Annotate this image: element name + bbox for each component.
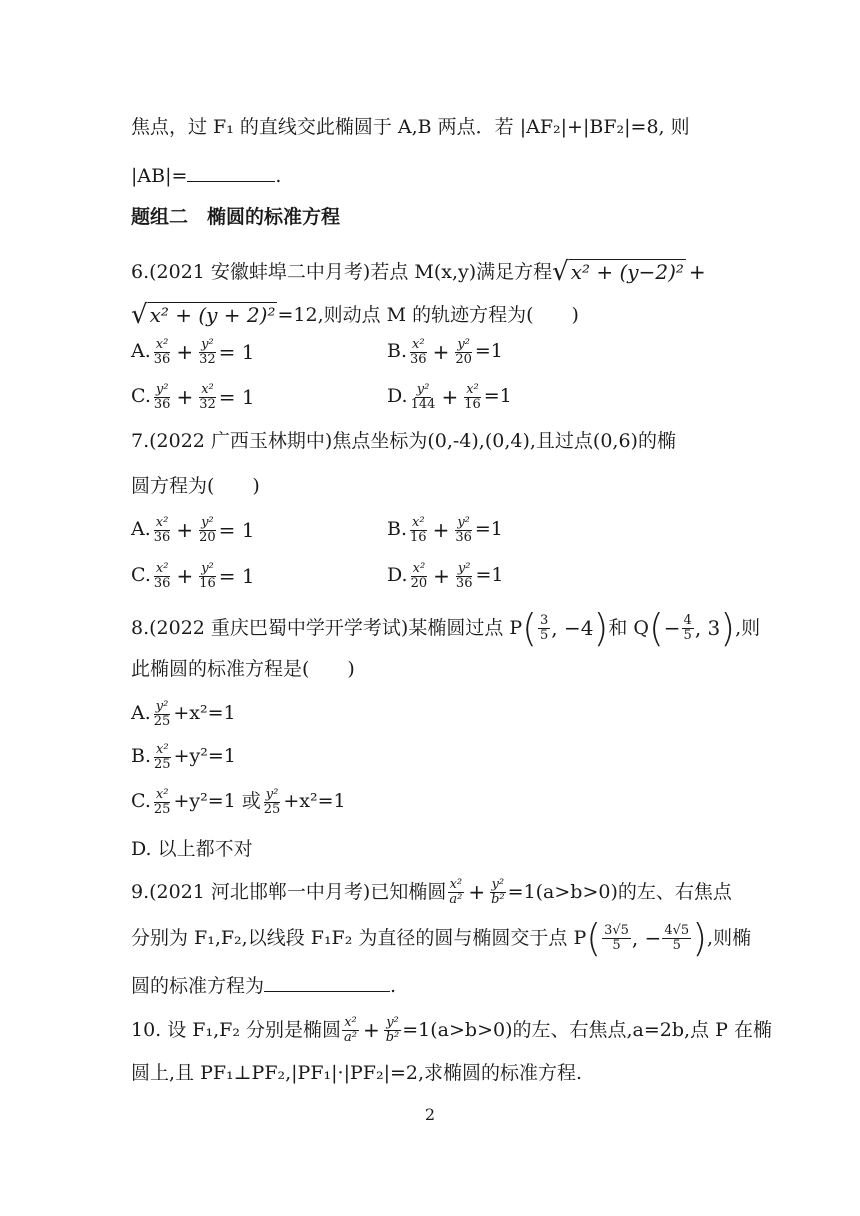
q6-option-c[interactable]: C. $\frac{\text{y²}}{36}$ + $\frac{\text{x²}}{32}$ = 1 — [131, 382, 255, 412]
fraction — [152, 338, 173, 366]
option-label: A. — [131, 702, 151, 725]
rhs: = 1 — [218, 340, 255, 365]
denominator: 36 — [455, 575, 473, 591]
option-label: D. — [387, 385, 408, 408]
q10-stem: 10. 设 F₁,F₂ 分别是椭圆 — [131, 1018, 341, 1041]
numerator: y² — [201, 515, 214, 530]
numerator: x² — [201, 382, 214, 397]
page-number: 2 — [424, 1105, 436, 1124]
numerator: x² — [449, 876, 463, 892]
denominator: 36 — [153, 529, 171, 545]
fraction — [602, 924, 631, 952]
section-heading: 题组二 椭圆的标准方程 — [131, 206, 341, 228]
option-label: A. — [131, 518, 151, 541]
q5-ab-label: |AB|= — [131, 165, 188, 187]
q8-stem-tail: ,则 — [735, 616, 761, 639]
q6-option-a[interactable]: A. $\frac{\text{x²}}{36}$ + $\frac{\text{y²}}{32}$ = 1 — [131, 337, 255, 367]
q7-option-d[interactable]: D. $\frac{\text{x²}}{20}$ + $\frac{\text{y²}}{36}$ =1 — [387, 561, 504, 591]
q7-option-b[interactable]: B. $\frac{\text{x²}}{16}$ + $\frac{\text{y²}}{36}$ =1 — [387, 515, 503, 545]
numerator: y² — [155, 699, 169, 714]
denominator: 5 — [540, 627, 549, 643]
q9-stem-line3 — [131, 973, 396, 996]
denominator: a² — [449, 891, 463, 907]
option-rest: +y²=1 — [173, 745, 236, 768]
option-rest: +x²=1 — [173, 702, 236, 725]
fraction — [197, 338, 218, 366]
numerator: 3 — [540, 612, 549, 628]
denominator: 32 — [199, 396, 216, 412]
rhs: =1 — [474, 340, 503, 363]
fraction — [454, 562, 475, 590]
denominator: 16 — [199, 575, 216, 591]
numerator: y² — [155, 382, 169, 397]
q10-stem-line1: 10. 设 F₁,F₂ 分别是椭圆 $\frac{\text{x²}}{\text{a²}}$ + $\frac{\text{y²}}{\text{b²}}$ =1(a>b>0)的左、右焦点,a=2b,点 P 在椭 — [131, 1014, 772, 1045]
numerator: x² — [344, 1014, 357, 1030]
fraction — [197, 562, 218, 590]
q9-line2-text: 分别为 F₁,F₂,以线段 F₁F₂ 为直径的圆与椭圆交于点 P — [131, 926, 587, 949]
fraction — [152, 516, 173, 544]
numerator: y² — [457, 515, 470, 530]
fraction — [462, 383, 483, 411]
sqrt-expression-1: √ x² + (y−2)² — [552, 257, 684, 287]
q9-stem: 9.(2021 河北邯郸一中月考)已知椭圆 — [131, 880, 447, 903]
q9-line2-tail: ,则椭 — [707, 926, 752, 949]
numerator: y² — [457, 561, 471, 576]
numerator: y² — [491, 876, 505, 892]
q8-stem-line2: 此椭圆的标准方程是( ) — [131, 658, 355, 680]
q8-stem: 8.(2022 重庆巴蜀中学开学考试)某椭圆过点 P — [131, 616, 523, 639]
numerator: 4√5 — [664, 922, 690, 938]
numerator: x² — [155, 337, 169, 352]
fraction — [453, 338, 474, 366]
numerator: y² — [386, 1014, 399, 1030]
option-label: B. — [387, 340, 408, 363]
fraction — [197, 383, 218, 411]
fraction — [662, 924, 691, 952]
q8-and: 和 Q — [608, 616, 649, 639]
q9-period: . — [390, 975, 397, 997]
fraction — [453, 516, 474, 544]
fraction — [152, 562, 173, 590]
plus-sign: + — [688, 260, 706, 284]
q7-stem-line2: 圆方程为( ) — [131, 475, 260, 497]
fraction — [408, 516, 429, 544]
radicand-1: x² + (y−2)² — [570, 260, 684, 284]
denominator: 20 — [199, 529, 216, 545]
rhs: = 1 — [218, 518, 255, 543]
numerator: x² — [412, 337, 425, 352]
fraction — [682, 614, 694, 642]
q8-option-d[interactable]: D. 以上都不对 — [131, 838, 253, 860]
rhs: =1 — [475, 564, 504, 587]
denominator: 36 — [153, 396, 171, 412]
q6-stem: 6.(2021 安徽蚌埠二中月考)若点 M(x,y)满足方程 — [131, 260, 553, 283]
q10-stem-tail: =1(a>b>0)的左、右焦点,a=2b,点 P 在椭 — [402, 1018, 772, 1041]
rhs: =1 — [483, 385, 512, 408]
q8-option-a[interactable] — [131, 700, 236, 728]
numerator: x² — [466, 382, 479, 397]
denominator: 16 — [410, 529, 427, 545]
fraction — [489, 878, 507, 906]
separator: , − — [631, 926, 662, 950]
option-label: D. — [387, 564, 408, 587]
fraction — [409, 383, 438, 411]
radicand-2: x² + (y + 2)² — [149, 303, 276, 327]
numerator: 3√5 — [604, 922, 629, 938]
q7-option-a[interactable]: A. $\frac{\text{x²}}{36}$ + $\frac{\text{y²}}{20}$ = 1 — [131, 515, 255, 545]
q9-line3-text: 圆的标准方程为 — [131, 975, 265, 997]
option-mid: +y²=1 或 — [173, 790, 261, 812]
numerator: x² — [412, 561, 426, 576]
q7-option-c[interactable]: C. $\frac{\text{x²}}{36}$ + $\frac{\text{y²}}{16}$ = 1 — [131, 561, 255, 591]
fraction — [408, 338, 429, 366]
option-label: B. — [131, 745, 152, 768]
fraction — [538, 614, 550, 642]
point-p-coord: , −4 — [551, 616, 594, 640]
denominator: b² — [385, 1029, 400, 1045]
option-label: C. — [131, 564, 151, 587]
denominator: 25 — [153, 801, 171, 817]
numerator: y² — [416, 382, 430, 397]
rhs: = 1 — [218, 385, 255, 410]
q5-text-line1: 焦点，过 F₁ 的直线交此椭圆于 A,B 两点．若 |AF₂|+|BF₂|=8, 则 — [131, 116, 690, 138]
fraction — [384, 1016, 402, 1044]
q8-option-b[interactable] — [131, 743, 236, 771]
q9-stem-line1: 9.(2021 河北邯郸一中月考)已知椭圆 $\frac{\text{x²}}{\text{a²}}$ + $\frac{\text{y²}}{\text{b²}}$ =1(a>b>0)的左、右焦点 — [131, 876, 732, 907]
fraction — [152, 383, 173, 411]
numerator: x² — [155, 786, 169, 802]
denominator: 36 — [455, 529, 472, 545]
q5-text-line2 — [131, 163, 281, 186]
option-label: C. — [131, 790, 151, 812]
denominator: 25 — [154, 756, 171, 772]
fraction — [197, 516, 218, 544]
q6-stem-line1 — [131, 252, 709, 292]
q6-stem-tail: =12,则动点 M 的轨迹方程为( ) — [277, 303, 579, 326]
sqrt-expression-2: √ x² + (y + 2)² — [131, 300, 276, 330]
option-label: A. — [131, 340, 151, 363]
denominator: 5 — [672, 937, 681, 953]
denominator: 25 — [153, 713, 171, 729]
q8-option-c[interactable] — [131, 786, 346, 816]
fraction — [262, 788, 283, 816]
denominator: 5 — [683, 627, 692, 643]
numerator: 4 — [683, 612, 692, 628]
fraction — [152, 743, 173, 771]
denominator: a² — [343, 1029, 357, 1045]
point-q-coord: , 3 — [694, 616, 721, 640]
fraction — [447, 878, 464, 906]
numerator: y² — [201, 337, 214, 352]
denominator: 32 — [199, 351, 216, 367]
q5-period: . — [275, 165, 282, 187]
numerator: x² — [155, 561, 169, 576]
q6-stem-line2 — [131, 295, 579, 335]
numerator: y² — [265, 786, 279, 802]
denominator: 25 — [263, 801, 281, 817]
q8-stem-line1: 8.(2022 重庆巴蜀中学开学考试)某椭圆过点 P ( $\frac{3}{5}$ , −4 ) 和 Q ( − $\frac{4}{5}$ , 3 ) ,则 — [131, 606, 761, 650]
fraction — [152, 700, 173, 728]
answer-blank[interactable] — [264, 973, 390, 992]
numerator: x² — [156, 742, 169, 757]
denominator: 20 — [455, 351, 472, 367]
denominator: 5 — [612, 937, 621, 953]
denominator: 36 — [153, 575, 171, 591]
q9-stem-tail: =1(a>b>0)的左、右焦点 — [507, 880, 732, 903]
numerator: y² — [201, 561, 214, 576]
q7-stem-line1: 7.(2022 广西玉林期中)焦点坐标为(0,-4),(0,4),且过点(0,6)的椭 — [131, 430, 676, 452]
numerator: x² — [412, 515, 425, 530]
fraction — [409, 562, 430, 590]
fraction — [342, 1016, 359, 1044]
q9-stem-line2: 分别为 F₁,F₂,以线段 F₁F₂ 为直径的圆与椭圆交于点 P ( $\frac{3√5}{5}$ , − $\frac{4√5}{5}$ ) ,则椭 — [131, 916, 752, 960]
denominator: 20 — [410, 575, 428, 591]
minus-sign: − — [663, 616, 681, 640]
denominator: 36 — [153, 351, 171, 367]
option-rest: +x²=1 — [283, 790, 346, 812]
answer-blank[interactable] — [187, 163, 275, 182]
q6-option-d[interactable]: D. $\frac{\text{y²}}{144}$ + $\frac{\text{x²}}{16}$ =1 — [387, 382, 512, 412]
denominator: b² — [491, 891, 505, 907]
denominator: 36 — [410, 351, 427, 367]
q6-option-b[interactable]: B. $\frac{\text{x²}}{36}$ + $\frac{\text{y²}}{20}$ =1 — [387, 337, 503, 367]
denominator: 144 — [410, 396, 436, 412]
option-label: B. — [387, 518, 408, 541]
rhs: =1 — [474, 518, 503, 541]
numerator: y² — [457, 337, 470, 352]
numerator: x² — [155, 515, 169, 530]
rhs: = 1 — [218, 564, 255, 589]
fraction — [152, 788, 173, 816]
denominator: 16 — [464, 396, 481, 412]
q10-stem-line2: 圆上,且 PF₁⊥PF₂,|PF₁|·|PF₂|=2,求椭圆的标准方程. — [131, 1062, 583, 1084]
option-label: C. — [131, 385, 151, 408]
